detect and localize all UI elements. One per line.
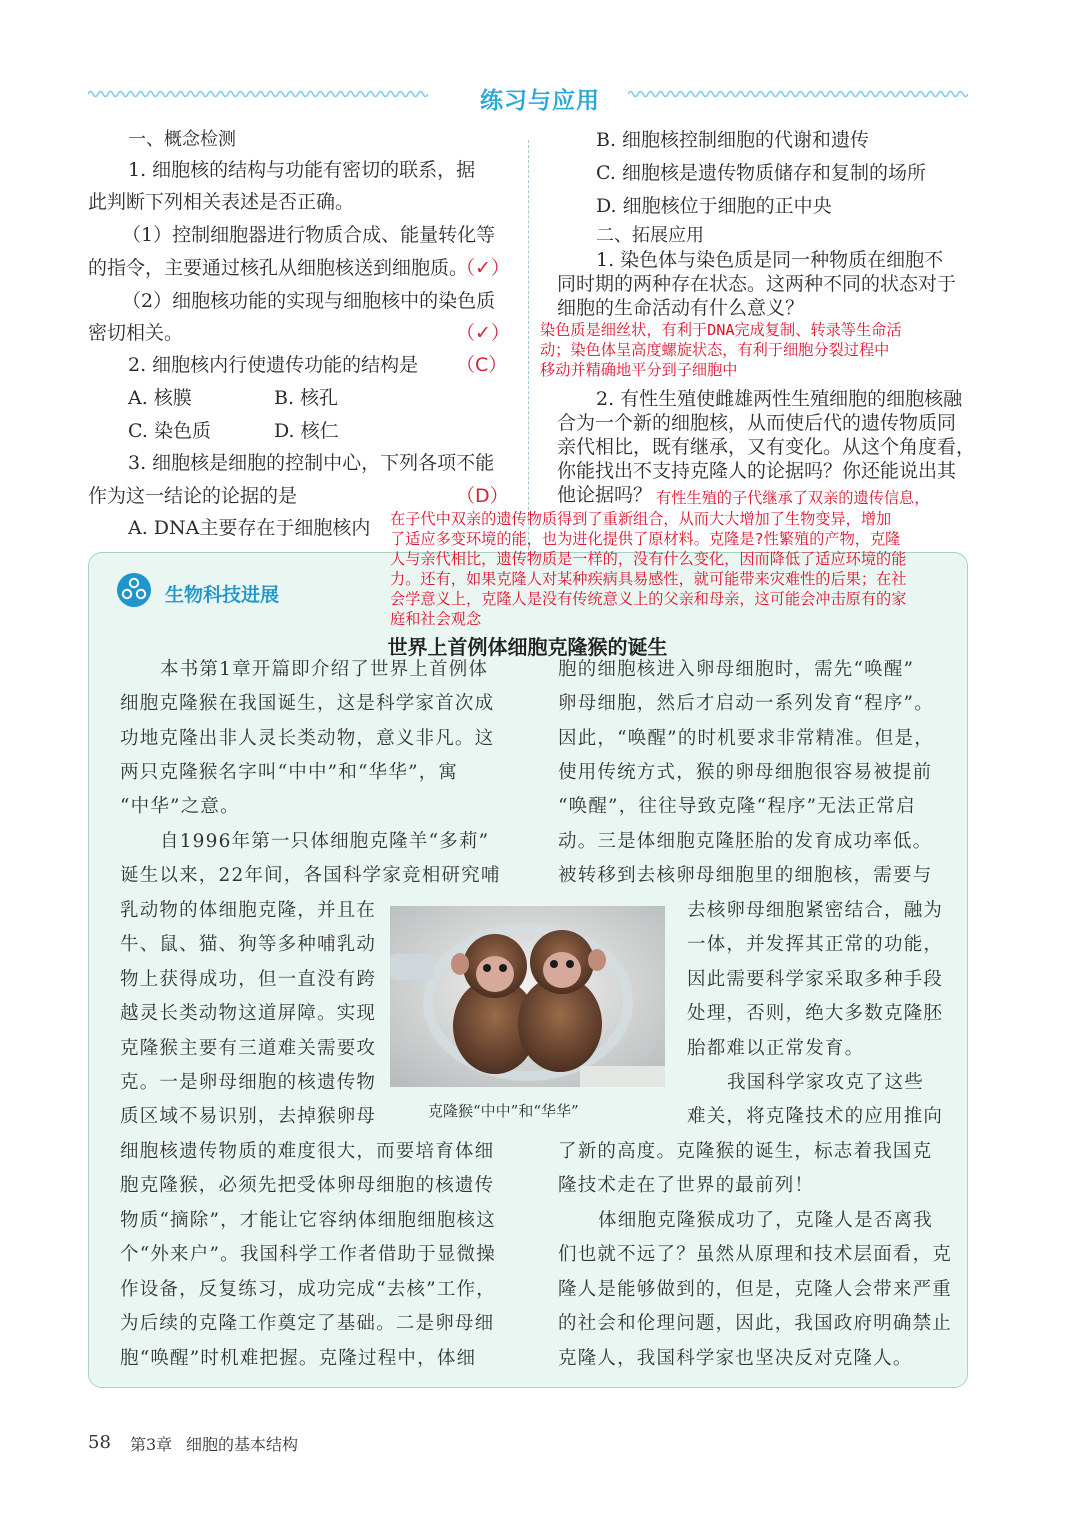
cloned-monkeys-photo xyxy=(390,906,665,1087)
article-line: 了新的高度。克隆猴的诞生，标志着我国克 xyxy=(558,1141,933,1162)
handwritten-answer-line: 动；染色体呈高度螺旋状态，有利于细胞分裂过程中 xyxy=(540,341,890,359)
handwritten-answer-line: 染色质是细丝状，有利于DNA完成复制、转录等生命活 xyxy=(540,321,902,339)
header-wave-right xyxy=(628,86,968,102)
answer-mark: （D） xyxy=(456,485,509,507)
option: C. 染色质 xyxy=(128,420,211,442)
header-wave-left xyxy=(88,86,428,102)
question-line: 3. 细胞核是细胞的控制中心，下列各项不能 xyxy=(128,452,495,474)
article-line: 因此需要科学家采取多种手段 xyxy=(687,969,944,990)
article-line: 自1996年第一只体细胞克隆羊“多莉” xyxy=(160,831,490,852)
article-line: 使用传统方式，猴的卵母细胞很容易被提前 xyxy=(558,762,933,783)
question-line: 亲代相比，既有继承，又有变化。从这个角度看， xyxy=(557,436,976,458)
article-line: 隆人是能够做到的，但是，克隆人会带来严重 xyxy=(558,1279,953,1300)
question-line: 同时期的两种存在状态。这两种不同的状态对于 xyxy=(557,273,957,295)
article-line: 质区域不易识别，去掉猴卵母 xyxy=(120,1106,377,1127)
article-line: 胞的细胞核进入卵母细胞时，需先“唤醒” xyxy=(558,659,915,680)
column-divider xyxy=(528,140,529,560)
handwritten-answer-line: 庭和社会观念 xyxy=(390,610,482,628)
article-line: 胞克隆猴，必须先把受体卵母细胞的核遗传 xyxy=(120,1175,495,1196)
section-title: 练习与应用 xyxy=(480,88,600,114)
article-line: 体细胞克隆猴成功了，克隆人是否离我 xyxy=(598,1210,933,1231)
heading-concept-check: 一、概念检测 xyxy=(128,129,236,150)
article-line: 去核卵母细胞紧密结合，融为 xyxy=(687,900,944,921)
handwritten-answer-line: 在子代中双亲的遗传物质得到了重新组合，从而大大增加了生物变异，增加 xyxy=(390,510,892,528)
heading-extension: 二、拓展应用 xyxy=(596,225,704,246)
question-line: 密切相关。 xyxy=(88,322,184,344)
article-line: 隆技术走在了世界的最前列！ xyxy=(558,1175,815,1196)
question-line: 你能找出不支持克隆人的论据吗？你还能说出其 xyxy=(557,460,957,482)
article-line: 被转移到去核卵母细胞里的细胞核，需要与 xyxy=(558,865,933,886)
article-line: 两只克隆猴名字叫“中中”和“华华”，寓 xyxy=(120,762,459,783)
article-line: 处理，否则，绝大多数克隆胚 xyxy=(687,1003,944,1024)
question-line: 1. 染色体与染色质是同一种物质在细胞不 xyxy=(596,249,944,271)
handwritten-answer-line: 有性生殖的子代继承了双亲的遗传信息， xyxy=(656,489,930,507)
article-line: 难关，将克隆技术的应用推向 xyxy=(687,1106,944,1127)
question-line: 作为这一结论的论据的是 xyxy=(88,485,298,507)
article-line: 诞生以来，22年间，各国科学家竞相研究哺 xyxy=(120,865,501,886)
handwritten-answer-line: 移动并精确地平分到子细胞中 xyxy=(540,361,738,379)
article-line: 克隆猴主要有三道难关需要攻 xyxy=(120,1038,377,1059)
article-line: “唤醒”，往往导致克隆“程序”无法正常启 xyxy=(558,796,916,817)
option: B. 细胞核控制细胞的代谢和遗传 xyxy=(596,129,870,151)
chapter-number: 第3章 xyxy=(130,1435,173,1454)
question-line: 细胞的生命活动有什么意义？ xyxy=(557,297,805,319)
question-line: 此判断下列相关表述是否正确。 xyxy=(88,191,355,213)
handwritten-answer-line: 力。还有，如果克隆人对某种疾病具易感性，就可能带来灾难性的后果；在社 xyxy=(390,570,907,588)
article-line: 一体，并发挥其正常的功能， xyxy=(687,934,944,955)
article-line: 本书第1章开篇即介绍了世界上首例体 xyxy=(160,659,489,680)
question-line: 他论据吗？ xyxy=(557,484,653,506)
option: A. 核膜 xyxy=(128,387,192,409)
photo-caption: 克隆猴“中中”和“华华” xyxy=(428,1102,579,1120)
option: A. DNA主要存在于细胞核内 xyxy=(128,517,371,539)
article-line: 我国科学家攻克了这些 xyxy=(727,1072,925,1093)
handwritten-answer-line: 人与亲代相比，遗传物质是一样的，没有什么变化，因而降低了适应环境的能 xyxy=(390,550,907,568)
article-line: 的社会和伦理问题，因此，我国政府明确禁止 xyxy=(558,1313,953,1334)
article-line: 乳动物的体细胞克隆，并且在 xyxy=(120,900,377,921)
article-line: 们也就不远了？虽然从原理和技术层面看，克 xyxy=(558,1244,953,1265)
article-line: 卵母细胞，然后才启动一系列发育“程序”。 xyxy=(558,693,934,714)
question-line: 2. 有性生殖使雌雄两性生殖细胞的细胞核融 xyxy=(596,388,963,410)
handwritten-answer-line: 会学意义上，克隆人是没有传统意义上的父亲和母亲，这可能会冲击原有的家 xyxy=(390,590,907,608)
chapter-title: 细胞的基本结构 xyxy=(186,1435,299,1454)
box-label: 生物科技进展 xyxy=(165,584,280,606)
article-line: 胞“唤醒”时机难把握。克隆过程中，体细 xyxy=(120,1348,477,1369)
handwritten-answer-line: 了适应多变环境的能，也为进化提供了原材料。克隆是?性繁殖的产物，克隆 xyxy=(390,530,901,548)
answer-mark: （✓） xyxy=(456,257,510,279)
article-line: 动。三是体细胞克隆胚胎的发育成功率低。 xyxy=(558,831,933,852)
answer-mark: （C） xyxy=(456,354,508,376)
article-line: “中华”之意。 xyxy=(120,796,240,817)
article-line: 牛、鼠、猫、狗等多种哺乳动 xyxy=(120,934,377,955)
article-line: 克。一是卵母细胞的核遗传物 xyxy=(120,1072,377,1093)
option: B. 核孔 xyxy=(274,387,339,409)
article-line: 作设备，反复练习，成功完成“去核”工作， xyxy=(120,1279,496,1300)
article-line: 胎都难以正常发育。 xyxy=(687,1038,865,1059)
option: D. 细胞核位于细胞的正中央 xyxy=(596,195,832,217)
article-line: 物质“摘除”，才能让它容纳体细胞细胞核这 xyxy=(120,1210,496,1231)
article-line: 克隆人，我国科学家也坚决反对克隆人。 xyxy=(558,1348,913,1369)
article-line: 越灵长类动物这道屏障。实现 xyxy=(120,1003,377,1024)
answer-mark: （✓） xyxy=(456,322,510,344)
question-line: 2. 细胞核内行使遗传功能的结构是 xyxy=(128,354,419,376)
article-line: 为后续的克隆工作奠定了基础。二是卵母细 xyxy=(120,1313,495,1334)
article-line: 因此，“唤醒”的时机要求非常精准。但是， xyxy=(558,728,934,749)
question-line: 合为一个新的细胞核，从而使后代的遗传物质同 xyxy=(557,412,957,434)
question-line: 的指令，主要通过核孔从细胞核送到细胞质。 xyxy=(88,257,469,279)
article-line: 功地克隆出非人灵长类动物，意义非凡。这 xyxy=(120,728,495,749)
question-line: 1. 细胞核的结构与功能有密切的联系，据 xyxy=(128,159,476,181)
page-number: 58 xyxy=(88,1432,111,1453)
question-line: （2）细胞核功能的实现与细胞核中的染色质 xyxy=(122,290,496,312)
article-line: 细胞核遗传物质的难度很大，而要培育体细 xyxy=(120,1141,495,1162)
question-line: （1）控制细胞器进行物质合成、能量转化等 xyxy=(122,224,496,246)
molecule-icon xyxy=(116,572,152,608)
article-line: 物上获得成功，但一直没有跨 xyxy=(120,969,377,990)
article-line: 细胞克隆猴在我国诞生，这是科学家首次成 xyxy=(120,693,495,714)
option: C. 细胞核是遗传物质储存和复制的场所 xyxy=(596,162,926,184)
article-title: 世界上首例体细胞克隆猴的诞生 xyxy=(387,635,668,659)
option: D. 核仁 xyxy=(274,420,339,442)
article-line: 个“外来户”。我国科学工作者借助于显微操 xyxy=(120,1244,496,1265)
